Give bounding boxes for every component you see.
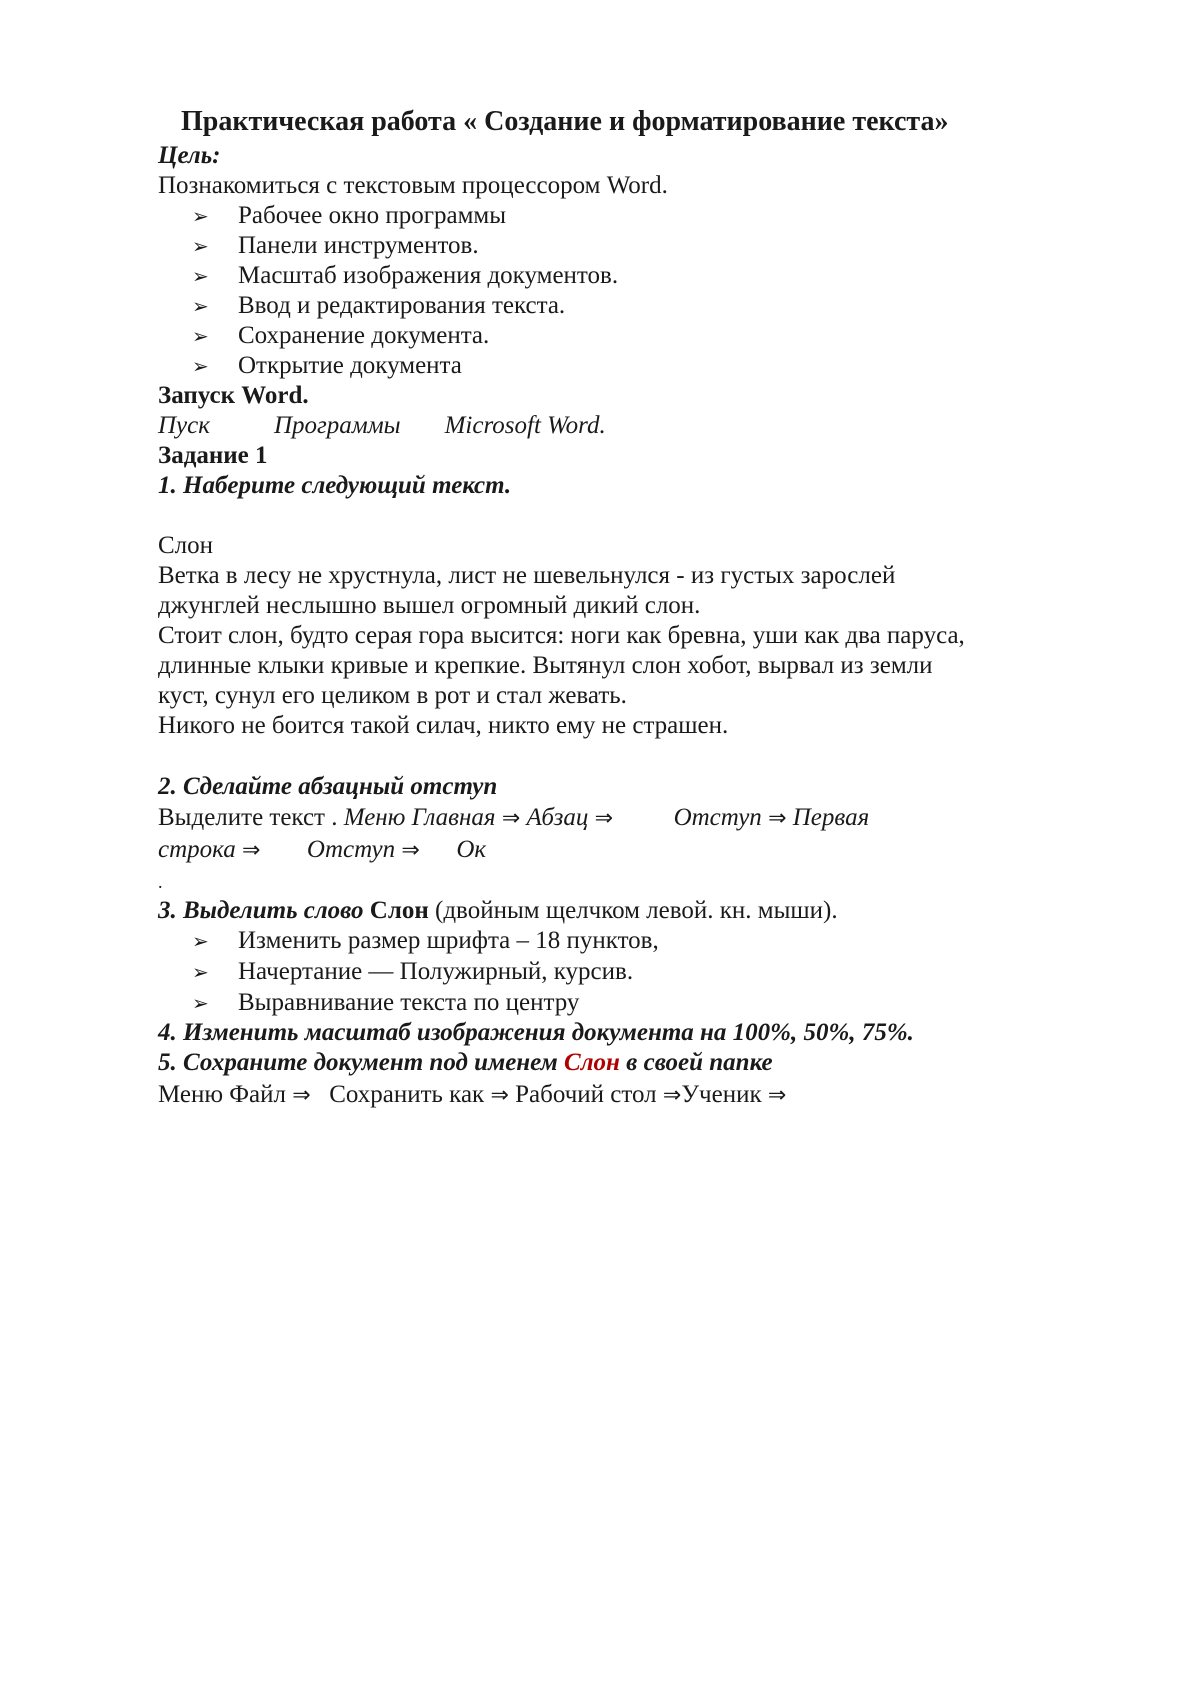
double-arrow-icon: ⇒: [241, 838, 261, 863]
arrow-bullet-icon: ➢: [192, 991, 209, 1015]
double-arrow-icon: ⇒: [292, 1083, 311, 1108]
double-arrow-icon: ⇒: [662, 1083, 682, 1108]
arrow-bullet-icon: ➢: [192, 354, 209, 378]
step-5: 5. Сохраните документ под именем Слон в своей папке: [158, 1049, 773, 1076]
stray-dot: .: [158, 872, 163, 892]
step-4: 4. Изменить масштаб изображения документа на 100%, 50%, 75%.: [158, 1019, 914, 1046]
step-2-heading: 2. Сделайте абзацный отступ: [158, 773, 498, 800]
goal-label: Цель:: [158, 142, 221, 169]
launch-path: Пуск Программы Microsoft Word.: [158, 412, 606, 439]
list-item: ➢ Масштаб изображения документов.: [192, 260, 618, 292]
launch-heading: Запуск Word.: [158, 382, 309, 409]
list-item: ➢ Панели инструментов.: [192, 230, 479, 262]
double-arrow-icon: ⇒: [594, 806, 614, 831]
double-arrow-icon: ⇒: [501, 806, 521, 831]
list-item: ➢ Сохранение документа.: [192, 320, 489, 352]
arrow-bullet-icon: ➢: [192, 324, 209, 348]
story-title: Слон: [158, 532, 214, 559]
story-line: Стоит слон, будто серая гора высится: ноги как бревна, уши как два паруса,: [158, 622, 965, 649]
task-heading: Задание 1: [158, 442, 268, 469]
double-arrow-icon: ⇒: [768, 806, 787, 831]
list-item: ➢ Изменить размер шрифта – 18 пунктов,: [192, 925, 659, 957]
save-path: Меню Файл ⇒ Сохранить как ⇒ Рабочий стол ⇒Ученик ⇒: [158, 1081, 787, 1108]
list-item: ➢ Начертание — Полужирный, курсив.: [192, 956, 633, 988]
goal-intro: Познакомиться с текстовым процессором Word.: [158, 172, 668, 199]
story-line: Никого не боится такой силач, никто ему не страшен.: [158, 712, 729, 739]
page-title: Практическая работа « Создание и форматирование текста»: [181, 106, 949, 137]
arrow-bullet-icon: ➢: [192, 294, 209, 318]
double-arrow-icon: ⇒: [767, 1083, 787, 1108]
story-line: Ветка в лесу не хрустнула, лист не шевельнулся - из густых зарослей: [158, 562, 896, 589]
list-item: ➢ Выравнивание текста по центру: [192, 987, 579, 1019]
arrow-bullet-icon: ➢: [192, 264, 209, 288]
step-2-line-2: строка ⇒ Отступ ⇒ Ок: [158, 836, 487, 863]
list-item: ➢ Открытие документа: [192, 350, 462, 382]
story-line: длинные клыки кривые и крепкие. Вытянул слон хобот, вырвал из земли: [158, 652, 933, 679]
double-arrow-icon: ⇒: [401, 838, 420, 863]
story-line: джунглей неслышно вышел огромный дикий слон.: [158, 592, 701, 619]
list-item: ➢ Рабочее окно программы: [192, 200, 506, 232]
arrow-bullet-icon: ➢: [192, 204, 209, 228]
arrow-bullet-icon: ➢: [192, 234, 209, 258]
highlighted-filename: Слон: [564, 1049, 620, 1076]
step-3-heading: 3. Выделить слово Слон (двойным щелчком левой. кн. мыши).: [158, 897, 838, 924]
step-1: 1. Наберите следующий текст.: [158, 472, 512, 499]
step-2-line-1: Выделите текст . Меню Главная ⇒ Абзац ⇒ Отступ ⇒ Первая: [158, 804, 870, 831]
double-arrow-icon: ⇒: [490, 1083, 509, 1108]
list-item: ➢ Ввод и редактирования текста.: [192, 290, 565, 322]
story-line: куст, сунул его целиком в рот и стал жевать.: [158, 682, 627, 709]
arrow-bullet-icon: ➢: [192, 929, 209, 953]
arrow-bullet-icon: ➢: [192, 960, 209, 984]
